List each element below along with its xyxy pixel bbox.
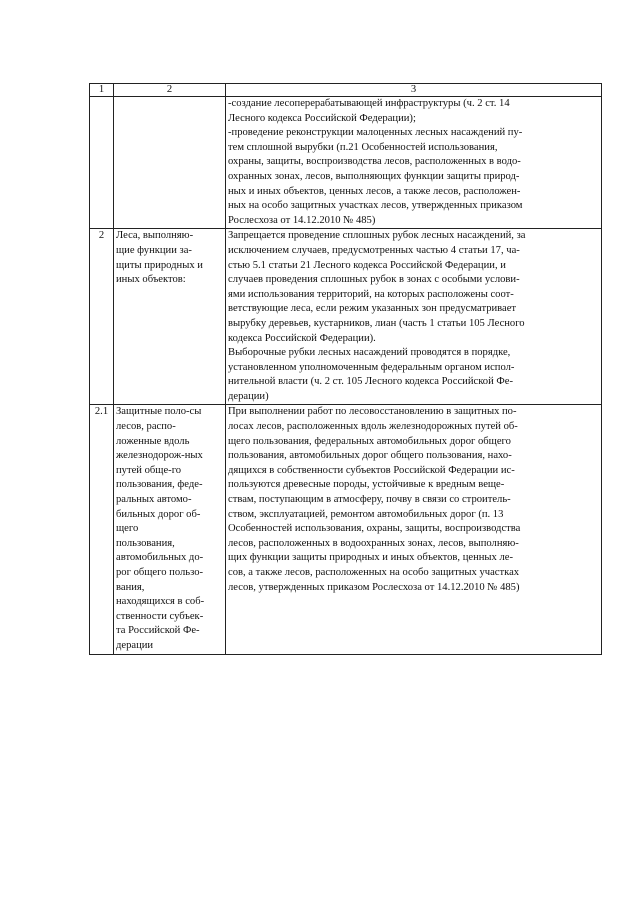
header-col-3: 3 xyxy=(226,84,602,97)
text-line: ством, эксплуатацией, ремонтом автомобильных дорог (п. 13 xyxy=(228,508,504,520)
header-col-1: 1 xyxy=(90,84,114,97)
text-line: тем сплошной вырубки (п.21 Особенностей использования, xyxy=(228,141,498,153)
text-line: стью 5.1 статьи 21 Лесного кодекса Российской Федерации, и xyxy=(228,259,506,271)
text-line: лесов, расположенных в водоохранных зонах, лесов, выполняю- xyxy=(228,537,519,549)
text-line: дерации xyxy=(116,639,154,651)
text-line: ложенные вдоль xyxy=(116,435,190,447)
text-line: лосах лесов, расположенных вдоль железнодорожных путей об- xyxy=(228,421,518,433)
table-row-2-1 xyxy=(90,405,602,654)
text-line: бильных дорог об- xyxy=(116,508,201,520)
text-line: установленном уполномоченным федеральным органом испол- xyxy=(228,361,515,373)
text-line: пользования, xyxy=(116,537,175,549)
text-line: ственности субъек- xyxy=(116,610,204,622)
text-line: кодекса Российской Федерации). xyxy=(228,332,376,344)
text-line: рог общего пользо- xyxy=(116,567,204,578)
text-line: ных и иных объектов, ценных лесов, а также лесов, расположен- xyxy=(228,185,521,197)
text-line: пользуются древесные породы, устойчивые к вредным веще- xyxy=(228,479,505,491)
header-col-2: 2 xyxy=(114,84,226,97)
text-line: сов, а также лесов, расположенных на особо защитных участках xyxy=(228,567,520,578)
text-line: ных на особо защитных участках лесов, утвержденных приказом xyxy=(228,200,523,212)
text-line: железнодорож-ных xyxy=(116,450,203,462)
text-line: лесов, распо- xyxy=(116,421,176,433)
text-line: ральных автомо- xyxy=(116,494,192,506)
regulation-table xyxy=(89,83,602,655)
text-line: дящихся в собственности субъектов Российской Федерации ис- xyxy=(228,464,515,476)
row-number-cell: 2 xyxy=(90,229,114,405)
text-line: охраны, защиты, воспроизводства лесов, расположенных в водо- xyxy=(228,156,521,168)
category-cell xyxy=(114,97,226,229)
requirements-cell xyxy=(226,229,602,405)
text-line: Лесного кодекса Российской Федерации); xyxy=(228,112,416,124)
text-line: -создание лесоперерабатывающей инфраструктуры (ч. 2 ст. 14 xyxy=(228,98,510,109)
text-line: щего xyxy=(116,523,139,535)
row-number-cell xyxy=(90,97,114,229)
table-header-row xyxy=(90,84,602,97)
text-line: автомобильных до- xyxy=(116,552,204,564)
text-line: случаев проведения сплошных рубок в зонах с особыми услови- xyxy=(228,274,520,286)
text-line: Рослесхоза от 14.12.2010 № 485) xyxy=(228,214,376,226)
table-row-2 xyxy=(90,229,602,405)
text-line: ствам, поступающим в атмосферу, почву в связи со строитель- xyxy=(228,494,511,506)
text-line: ями использования территорий, на которых расположены соот- xyxy=(228,288,514,300)
text-line: щих функции защиты природных и иных объектов, ценных ле- xyxy=(228,552,514,564)
table-row-continuation xyxy=(90,97,602,229)
text-line: пользования, феде- xyxy=(116,479,203,491)
requirements-cell xyxy=(226,405,602,654)
text-line: При выполнении работ по лесовосстановлению в защитных по- xyxy=(228,406,517,418)
text-line: Защитные поло-сы xyxy=(116,406,202,418)
category-cell xyxy=(114,229,226,405)
text-line: ветствующие леса, если режим указанных зон предусматривает xyxy=(228,303,517,315)
text-line: щиты природных и xyxy=(116,259,203,271)
text-line: исключением случаев, предусмотренных частью 4 статьи 17, ча- xyxy=(228,244,520,256)
category-cell xyxy=(114,405,226,654)
text-line: вырубку деревьев, кустарников, лиан (часть 1 статьи 105 Лесного xyxy=(228,317,525,329)
text-line: Запрещается проведение сплошных рубок лесных насаждений, за xyxy=(228,230,526,242)
text-line: Леса, выполняю- xyxy=(116,230,194,242)
row-number-cell: 2.1 xyxy=(90,405,114,654)
text-line: -проведение реконструкции малоценных лесных насаждений пу- xyxy=(228,127,523,139)
text-line: нительной власти (ч. 2 ст. 105 Лесного кодекса Российской Фе- xyxy=(228,376,514,388)
text-line: щего пользования, федеральных автомобильных дорог общего xyxy=(228,435,511,447)
text-line: дерации) xyxy=(228,390,269,402)
text-line: Особенностей использования, охраны, защиты, воспроизводства xyxy=(228,523,521,535)
text-line: лесов, утвержденных приказом Рослесхоза от 14.12.2010 № 485) xyxy=(228,581,520,593)
text-line: Выборочные рубки лесных насаждений проводятся в порядке, xyxy=(228,347,511,359)
requirements-cell xyxy=(226,97,602,229)
text-line: путей обще-го xyxy=(116,464,182,476)
text-line: пользования, автомобильных дорог общего пользования, нахо- xyxy=(228,450,512,462)
text-line: вания, xyxy=(116,581,145,593)
text-line: щие функции за- xyxy=(116,244,192,256)
text-line: иных объектов: xyxy=(116,274,186,286)
text-line: охранных зонах, лесов, выполняющих функции защиты природ- xyxy=(228,170,520,182)
text-line: та Российской Фе- xyxy=(116,625,200,637)
text-line: находящихся в соб- xyxy=(116,596,205,608)
